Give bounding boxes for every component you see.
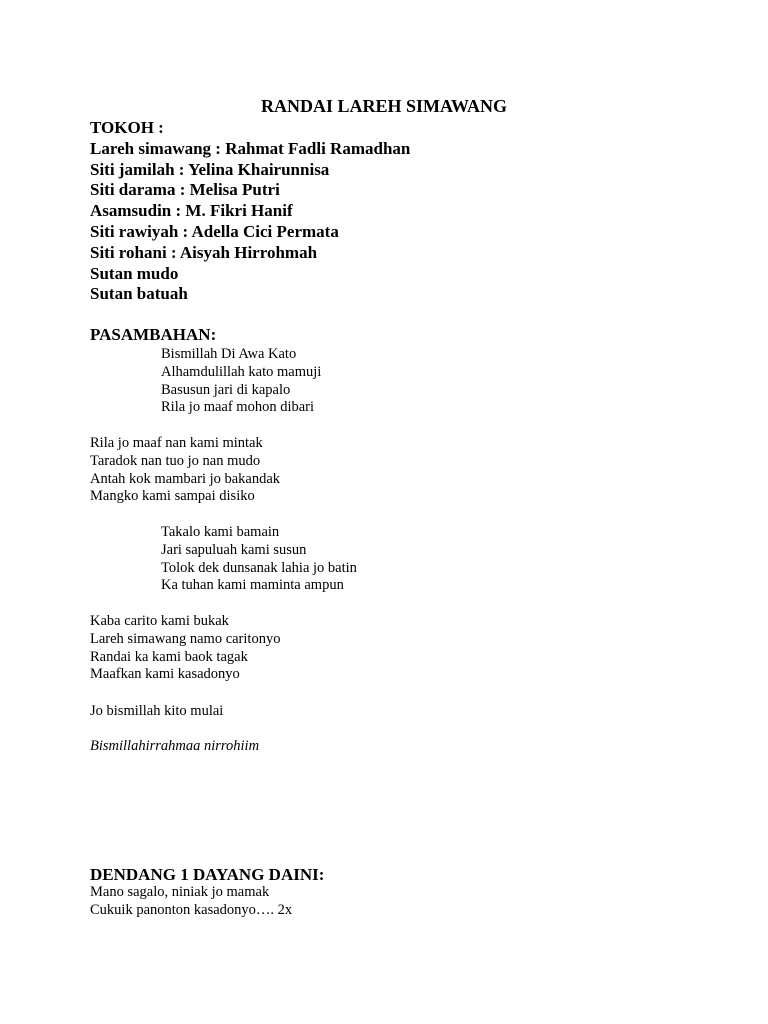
verse-line: Mangko kami sampai disiko: [90, 488, 255, 505]
pasambahan-stanza-4: [90, 613, 280, 684]
pasambahan-stanza-1: [161, 346, 321, 417]
verse-line: Randai ka kami baok tagak: [90, 648, 248, 665]
cast-member: Siti rohani : Aisyah Hirrohmah: [90, 242, 318, 262]
verse-line: Rila jo maaf mohon dibari: [161, 399, 315, 416]
document-title: RANDAI LAREH SIMAWANG: [260, 96, 508, 116]
verse-line: Takalo kami bamain: [161, 524, 280, 540]
verse-line: Kaba carito kami bukak: [90, 613, 229, 629]
basmala-line: Bismillahirrahmaa nirrohiim: [90, 738, 260, 754]
cast-member: Asamsudin : M. Fikri Hanif: [90, 201, 293, 221]
cast-member: Sutan mudo: [90, 263, 179, 283]
verse-line: Lareh simawang namo caritonyo: [90, 630, 281, 647]
cast-heading: TOKOH :: [90, 118, 164, 137]
verse-line: Basusun jari di kapalo: [161, 381, 291, 398]
cast-member: Siti darama : Melisa Putri: [90, 180, 280, 200]
cast-member: Siti jamilah : Yelina Khairunnisa: [90, 159, 330, 179]
verse-line: Maafkan kami kasadonyo: [90, 666, 240, 683]
dendang-heading: DENDANG 1 DAYANG DAINI:: [90, 865, 325, 884]
verse-line: Jari sapuluah kami susun: [161, 541, 307, 558]
dendang-lyrics: [90, 884, 292, 920]
verse-line: Taradok nan tuo jo nan mudo: [90, 452, 261, 469]
closing-line: Jo bismillah kito mulai: [90, 703, 224, 719]
verse-line: Alhamdulillah kato mamuji: [161, 363, 322, 380]
cast-member: Lareh simawang : Rahmat Fadli Ramadhan: [90, 138, 411, 158]
verse-line: Cukuik panonton kasadonyo…. 2x: [90, 901, 293, 918]
verse-line: Ka tuhan kami maminta ampun: [161, 577, 344, 594]
verse-line: Rila jo maaf nan kami mintak: [90, 435, 263, 451]
pasambahan-stanza-3: [161, 524, 357, 595]
cast-list: [90, 118, 410, 305]
verse-line: Tolok dek dunsanak lahia jo batin: [161, 559, 357, 576]
verse-line: Bismillah Di Awa Kato: [161, 346, 297, 362]
pasambahan-heading: PASAMBAHAN:: [90, 325, 217, 344]
verse-line: Mano sagalo, niniak jo mamak: [90, 884, 270, 900]
cast-member: Sutan batuah: [90, 284, 188, 304]
cast-member: Siti rawiyah : Adella Cici Permata: [90, 221, 339, 241]
pasambahan-stanza-2: [90, 435, 280, 506]
verse-line: Antah kok mambari jo bakandak: [90, 470, 281, 487]
